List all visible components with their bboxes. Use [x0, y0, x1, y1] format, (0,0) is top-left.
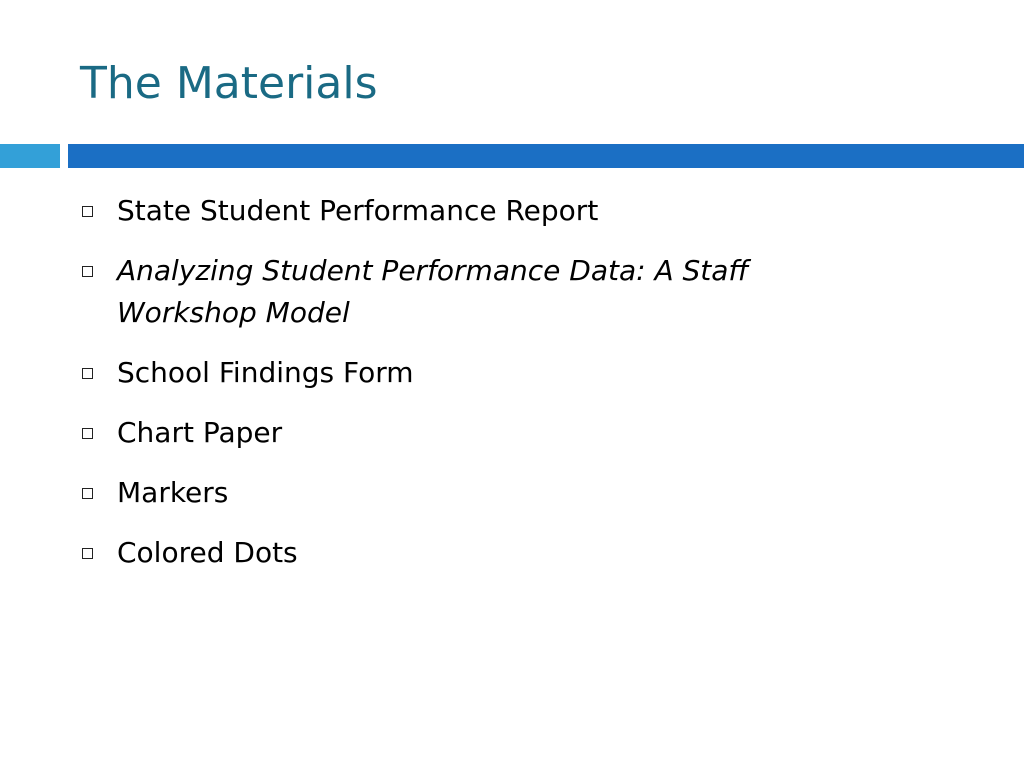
square-bullet-icon — [82, 266, 93, 277]
bullet-text: Markers — [117, 476, 229, 509]
square-bullet-icon — [82, 488, 93, 499]
bullet-item — [80, 352, 980, 394]
bullet-text: Colored Dots — [117, 536, 298, 569]
bullet-text: State Student Performance Report — [117, 194, 599, 227]
title-rule-bar — [68, 144, 1024, 168]
square-bullet-icon — [82, 548, 93, 559]
bullet-item — [80, 190, 980, 232]
square-bullet-icon — [82, 206, 93, 217]
title-rule-accent — [0, 144, 60, 168]
bullet-item — [80, 532, 980, 574]
bullet-text: Chart Paper — [117, 416, 283, 449]
bullet-item — [80, 472, 980, 514]
bullet-list — [80, 190, 980, 592]
square-bullet-icon — [82, 368, 93, 379]
bullet-item — [80, 412, 980, 454]
bullet-text: School Findings Form — [117, 356, 414, 389]
square-bullet-icon — [82, 428, 93, 439]
bullet-item — [80, 250, 980, 334]
slide-title: The Materials — [80, 58, 378, 109]
bullet-text: Analyzing Student Performance Data: A Staff Workshop Model — [117, 254, 749, 329]
